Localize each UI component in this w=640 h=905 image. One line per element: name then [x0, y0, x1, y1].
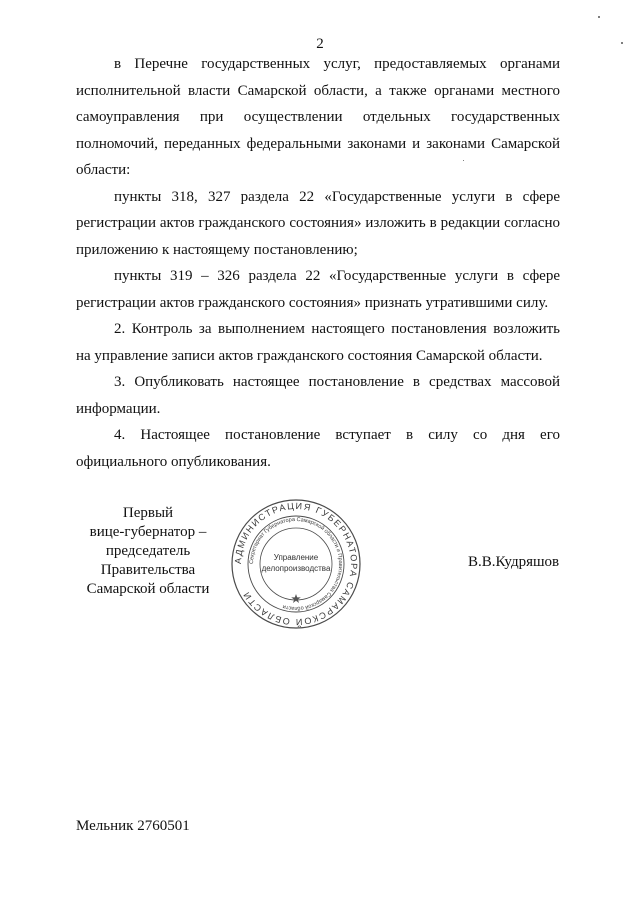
executor-note: Мельник 2760501: [76, 818, 190, 834]
paragraph-publish: 3. Опубликовать настоящее постановление в средствах массовой информации.: [76, 374, 560, 417]
document-body: [76, 51, 560, 475]
paragraph-effective: 4. Настоящее постановление вступает в силу со дня его официального опубликования.: [76, 427, 560, 470]
scan-speck: [463, 160, 464, 161]
signatory-title-line: вице-губернатор –: [89, 524, 207, 540]
signatory-title-line: Самарской области: [86, 581, 210, 597]
signatory-name: В.В.Кудряшов: [468, 554, 560, 570]
paragraph-items-repeal: пункты 319 – 326 раздела 22 «Государственные услуги в сфере регистрации актов гражданского состояния» признать утратившими силу.: [76, 268, 560, 311]
stamp-center-line2: делопроизводства: [261, 564, 331, 573]
stamp-outer-text: АДМИНИСТРАЦИЯ ГУБЕРНАТОРА САМАРСКОЙ ОБЛАСТИ: [232, 500, 360, 628]
scan-speck: [621, 42, 623, 44]
signatory-title-line: Первый: [122, 505, 174, 521]
signatory-title: [60, 504, 236, 599]
signatory-title-line: председатель Правительства: [100, 543, 196, 578]
paragraph-items-amend: пункты 318, 327 раздела 22 «Государственные услуги в сфере регистрации актов гражданского состояния» изложить в редакции согласно приложению к настоящему постановлению;: [76, 188, 560, 258]
official-stamp: [230, 498, 362, 630]
page-number: 2: [316, 36, 324, 52]
stamp-center-line1: Управление: [273, 553, 319, 562]
paragraph-intro: в Перечне государственных услуг, предоставляемых органами исполнительной власти Самарской области, а также органами местного самоуправления при осуществлении отдельных государственных полномочий, переданных федеральными законами и законами Самарской области:: [76, 56, 560, 178]
scan-speck: [598, 16, 600, 18]
stamp-inner-text: Секретариат Губернатора Самарской области и Правительства Самарской области: [248, 516, 344, 612]
paragraph-control: 2. Контроль за выполнением настоящего постановления возложить на управление записи актов гражданского состояния Самарской области.: [76, 321, 560, 364]
